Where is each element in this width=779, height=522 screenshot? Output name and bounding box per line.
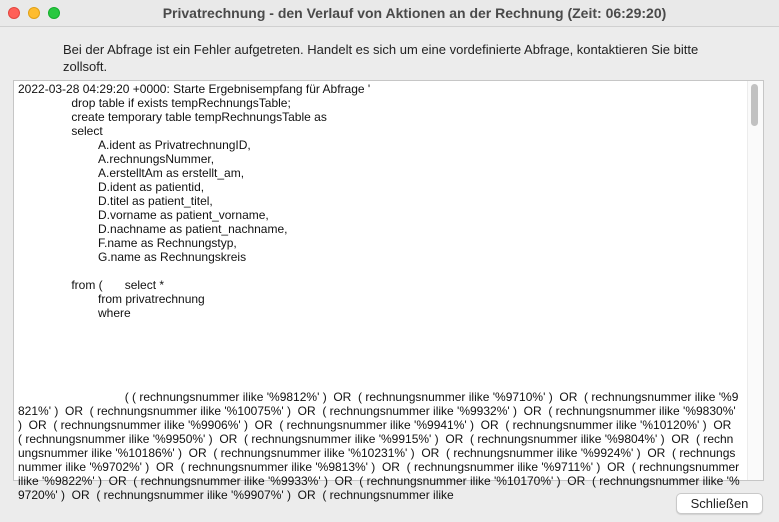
close-button[interactable]: Schließen	[676, 493, 763, 514]
title-bar	[0, 0, 779, 27]
scrollbar-thumb[interactable]	[751, 84, 758, 126]
log-text-area[interactable]	[13, 80, 764, 502]
window-close-button[interactable]	[8, 7, 20, 19]
error-message: Bei der Abfrage ist ein Fehler aufgetreten. Handelt es sich um eine vordefinierte Abfrage, kontaktieren Sie bitte zollsoft.	[63, 42, 699, 74]
log-content[interactable]: 2022-03-28 04:29:20 +0000: Starte Ergebnisempfang für Abfrage ' drop table if exists tempRechnungsTable; create temporary table tempRechnungsTable as select A.ident as PrivatrechnungID, A.rechnungsNummer, A.erstelltAm as erstellt_am, D.ident as patientid, D.titel as patient_titel, D.vorname as patient_vorname, D.nachname as patient_nachname, F.name as Rechnungstyp, G.name as Rechnungskreis from ( select * from privatrechnung where ( ( rechnungsnummer ilike '%9812%' ) OR ( rechnungsnummer ilike '%9710%' ) OR ( rechnungsnummer ilike '%9821%' ) OR ( rechnungsnummer ilike '%10075%' ) OR ( rechnungsnummer ilike '%9932%' ) OR ( rechnungsnummer ilike '%9830%' ) OR ( rechnungsnummer ilike '%9906%' ) OR ( rechnungsnummer ilike '%9941%' ) OR ( rechnungsnummer ilike '%10120%' ) OR ( rechnungsnummer ilike '%9950%' ) OR ( rechnungsnummer ilike '%9915%' ) OR ( rechnungsnummer ilike '%9804%' ) OR ( rechnungsnummer ilike '%10186%' ) OR ( rechnungsnummer ilike '%10231%' ) OR ( rechnungsnummer ilike '%9924%' ) OR ( rechnungsnummer ilike '%9702%' ) OR ( rechnungsnummer ilike '%9813%' ) OR ( rechnungsnummer ilike '%9711%' ) OR ( rechnungsnummer ilike '%9822%' ) OR ( rechnungsnummer ilike '%9933%' ) OR ( rechnungsnummer ilike '%10170%' ) OR ( rechnungsnummer ilike '%9720%' ) OR ( rechnungsnummer ilike '%9907%' ) OR ( rechnungsnummer ilike	[18, 82, 740, 502]
window-title: Privatrechnung - den Verlauf von Aktionen an der Rechnung (Zeit: 06:29:20)	[162, 5, 667, 21]
log-scrollbar[interactable]	[747, 81, 763, 480]
window-maximize-button[interactable]	[48, 7, 60, 19]
window-minimize-button[interactable]	[28, 7, 40, 19]
